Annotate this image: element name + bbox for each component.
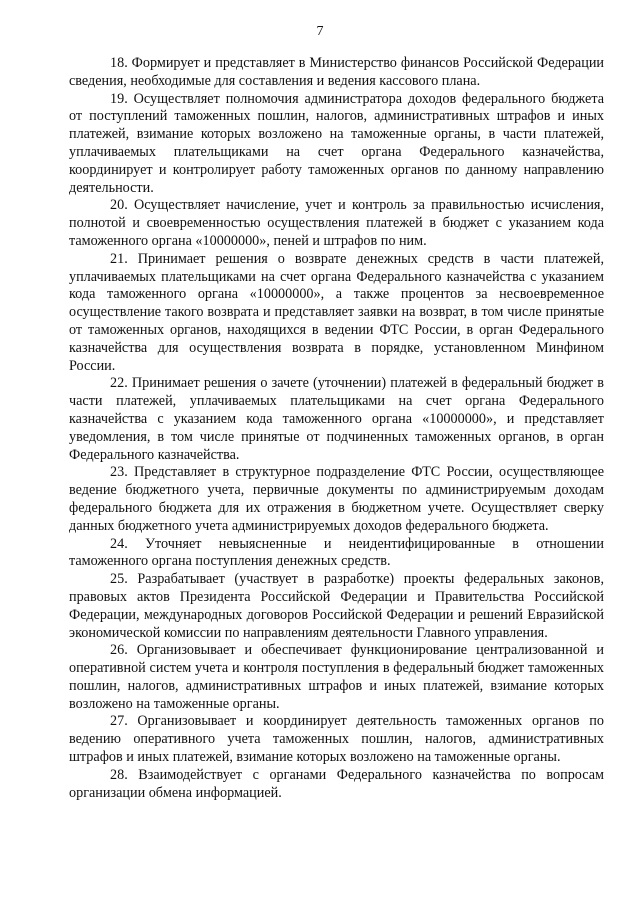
paragraph-18: 18. Формирует и представляет в Министерство финансов Российской Федерации сведения, необходимые для составления и ведения кассового плана. bbox=[69, 55, 604, 89]
paragraph-23: 23. Представляет в структурное подразделение ФТС России, осуществляющее ведение бюджетного учета, первичные документы по администрируемым доходам федерального бюджета для их отражения в бюджетном учете. Осуществляет сверку данных бюджетного учета администрируемых доходов федерального бюджета. bbox=[69, 464, 604, 534]
paragraph-25: 25. Разрабатывает (участвует в разработке) проекты федеральных законов, правовых актов Президента Российской Федерации и Правительства Российской Федерации, международных договоров Российской Федерации и решений Евразийской экономической комиссии по направлениям деятельности Главного управления. bbox=[69, 571, 604, 641]
document-body bbox=[69, 55, 604, 802]
paragraph-22: 22. Принимает решения о зачете (уточнении) платежей в федеральный бюджет в части платежей, уплачиваемых плательщиками на счет органа Федерального казначейства с указанием кода таможенного органа «10000000», и представляет уведомления, в том числе принятые от подчиненных таможенных органов, в орган Федерального казначейства. bbox=[69, 375, 604, 463]
paragraph-26: 26. Организовывает и обеспечивает функционирование централизованной и оперативной систем учета и контроля поступления в федеральный бюджет таможенных пошлин, налогов, административных штрафов и иных платежей, взимание которых возложено на таможенные органы. bbox=[69, 642, 604, 712]
paragraph-24: 24. Уточняет невыясненные и неидентифицированные в отношении таможенного органа поступления денежных средств. bbox=[69, 535, 604, 570]
paragraph-28: 28. Взаимодействует с органами Федерального казначейства по вопросам организации обмена информацией. bbox=[69, 766, 604, 801]
paragraph-20: 20. Осуществляет начисление, учет и контроль за правильностью исчисления, полнотой и своевременностью осуществления платежей в бюджет с указанием кода таможенного органа «10000000», пеней и штрафов по ним. bbox=[69, 197, 604, 249]
page-number: 7 bbox=[316, 24, 324, 39]
paragraph-19: 19. Осуществляет полномочия администратора доходов федерального бюджета от поступлений таможенных пошлин, налогов, административных штрафов и иных платежей, взимание которых возложено на таможенные органы, в части платежей, уплачиваемых плательщиками на счет органа Федерального казначейства, координирует и контролирует работу таможенных органов по данному направлению деятельности. bbox=[69, 90, 604, 196]
paragraph-21: 21. Принимает решения о возврате денежных средств в части платежей, уплачиваемых плательщиками на счет органа Федерального казначейства с указанием кода таможенного органа «10000000», а также процентов за несвоевременное осуществление такого возврата и представляет заявки на возврат, в том числе принятые от таможенных органов, находящихся в ведении ФТС России, в орган Федерального казначейства для осуществления возврата в порядке, установленном Минфином России. bbox=[69, 250, 604, 374]
paragraph-27: 27. Организовывает и координирует деятельность таможенных органов по ведению оперативного учета таможенных пошлин, налогов, административных штрафов и иных платежей, взимание которых возложено на таможенные органы. bbox=[69, 713, 604, 766]
